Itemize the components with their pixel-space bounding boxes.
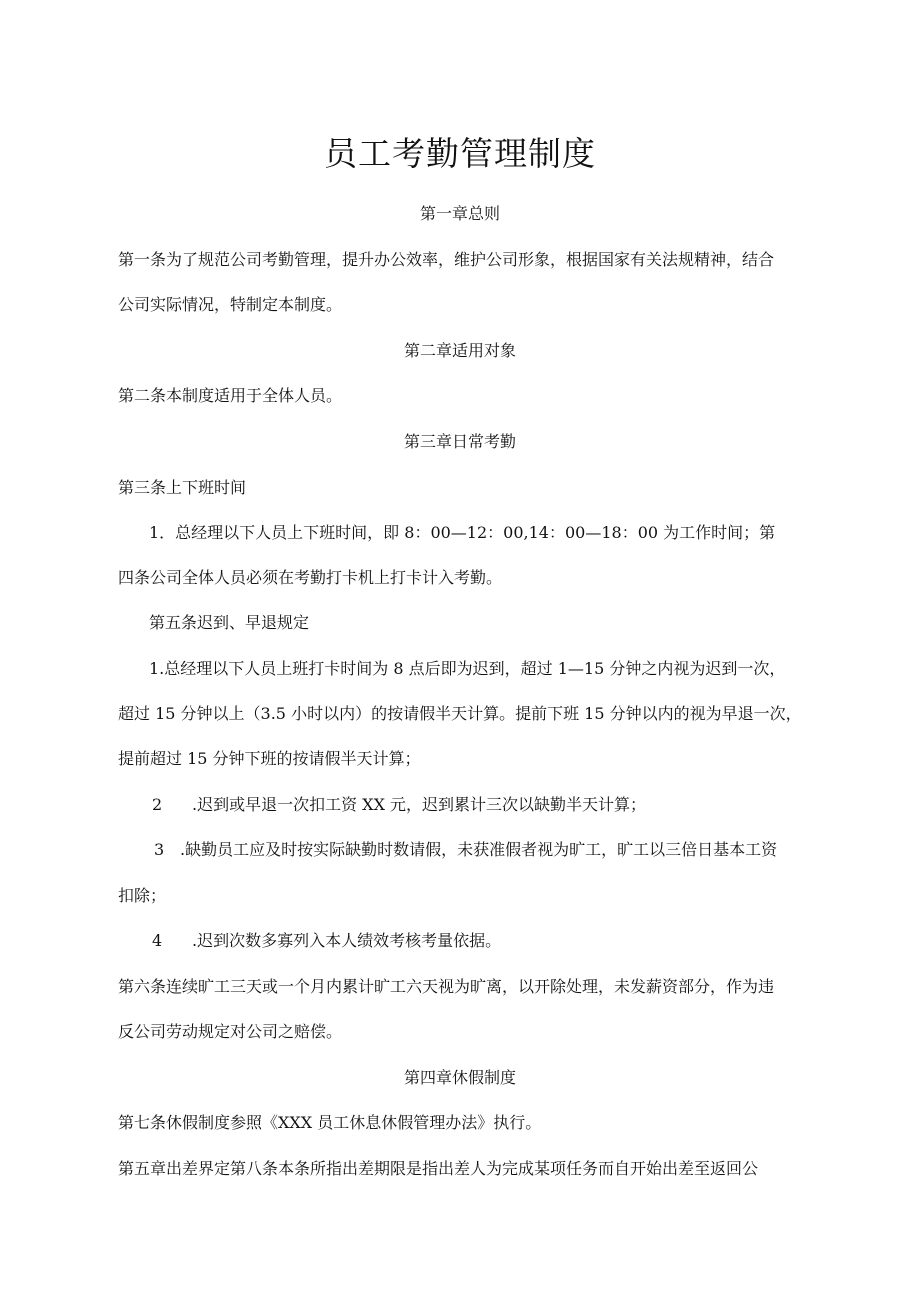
document-title: 员工考勤管理制度 bbox=[324, 134, 596, 173]
article-1-line-1: 第一条为了规范公司考勤管理，提升办公效率，维护公司形象，根据国家有关法规精神，结合 bbox=[118, 250, 775, 269]
article-5-item-1-line-2: 超过 15 分钟以上（3.5 小时以内）的按请假半天计算。提前下班 15 分钟以内的视为早退一次， bbox=[118, 704, 802, 723]
article-5-item-2-text: .迟到或早退一次扣工资 XX 元，迟到累计三次以缺勤半天计算； bbox=[192, 795, 647, 814]
article-3-line-2: 四条公司全体人员必须在考勤打卡机上打卡计入考勤。 bbox=[118, 568, 503, 587]
chapter-5-line-1: 第五章出差界定第八条本条所指出差期限是指出差人为完成某项任务而自开始出差至返回公 bbox=[118, 1159, 759, 1178]
article-7-line-1: 第七条休假制度参照《XXX 员工休息休假管理办法》执行。 bbox=[118, 1113, 542, 1132]
article-1-line-2: 公司实际情况，特制定本制度。 bbox=[118, 295, 343, 314]
chapter-2-heading: 第二章适用对象 bbox=[403, 341, 516, 360]
article-5-item-3-number: 3 bbox=[154, 840, 165, 859]
article-3-title: 第三条上下班时间 bbox=[118, 478, 247, 497]
chapter-4-heading: 第四章休假制度 bbox=[403, 1068, 516, 1087]
article-5-item-2-number: 2 bbox=[152, 795, 163, 814]
article-5-item-4-text: .迟到次数多寡列入本人绩效考核考量依据。 bbox=[192, 931, 502, 950]
article-5-item-3-text-line-2: 扣除； bbox=[118, 886, 167, 905]
article-6-line-2: 反公司劳动规定对公司之赔偿。 bbox=[118, 1022, 343, 1041]
article-5-item-1-line-3: 提前超过 15 分钟下班的按请假半天计算； bbox=[118, 749, 421, 768]
article-5-item-3-text-line-1: .缺勤员工应及时按实际缺勤时数请假，未获准假者视为旷工，旷工以三倍日基本工资 bbox=[180, 840, 778, 859]
article-5-item-1-line-1: 1.总经理以下人员上班打卡时间为 8 点后即为迟到，超过 1—15 分钟之内视为迟到一次， bbox=[149, 659, 786, 678]
article-5-title: 第五条迟到、早退规定 bbox=[149, 613, 310, 632]
article-6-line-1: 第六条连续旷工三天或一个月内累计旷工六天视为旷离，以开除处理，未发薪资部分，作为违 bbox=[118, 977, 775, 996]
article-2-line-1: 第二条本制度适用于全体人员。 bbox=[118, 386, 343, 405]
article-3-line-1: 1．总经理以下人员上下班时间，即 8：00—12：00,14：00—18：00 为工作时间；第 bbox=[149, 523, 776, 542]
article-5-item-4-number: 4 bbox=[152, 931, 163, 950]
chapter-3-heading: 第三章日常考勤 bbox=[403, 432, 516, 451]
chapter-1-heading: 第一章总则 bbox=[419, 204, 500, 223]
